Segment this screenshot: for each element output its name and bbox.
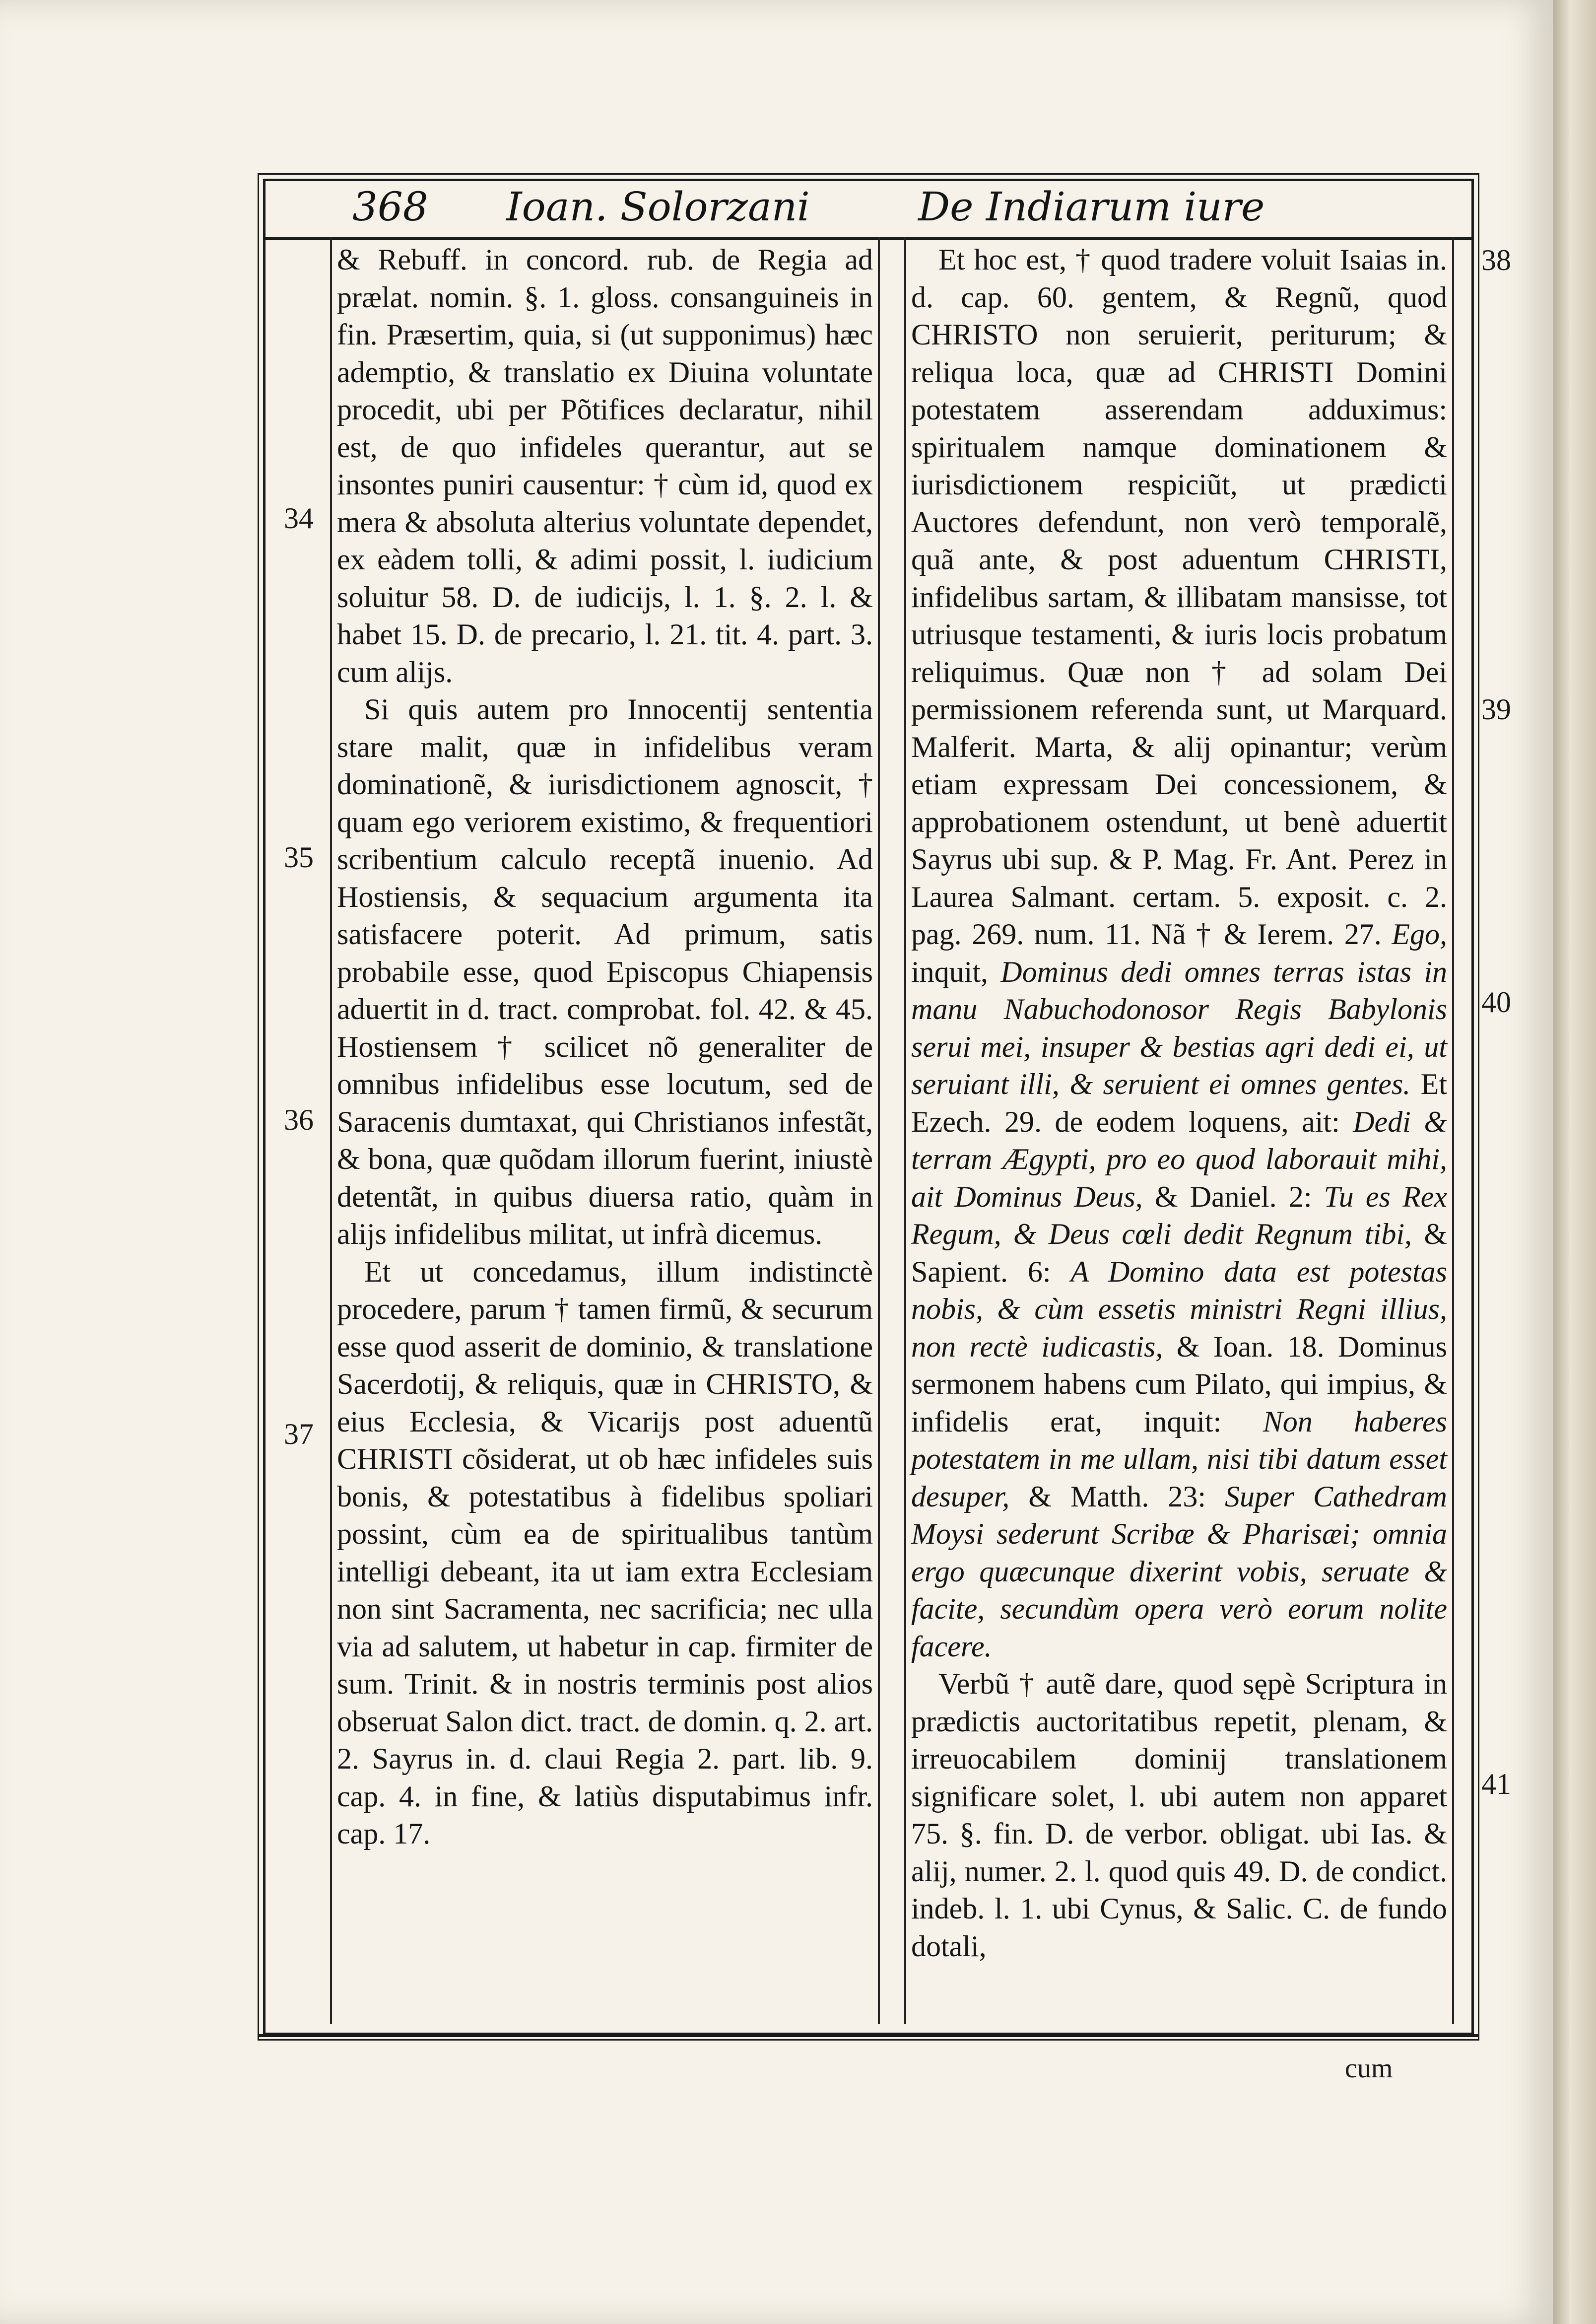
page-number: 368	[352, 184, 428, 230]
margin-number-35: 35	[284, 841, 314, 874]
paragraph: & Rebuff. in concord. rub. de Regia ad prælat. nomin. §. 1. gloss. consanguineis in fin. Præsertim, quia, si (ut supponimus) hæc ademptio, & translatio ex Diuina voluntate procedit, ubi per Põtifices declaratur, nihil est, de quo infideles querantur, aut se insontes puniri causentur: † cùm id, quod ex mera & absoluta alterius voluntate dependet, ex eàdem tolli, & adimi possit, l. iudicium soluitur 58. D. de iudicijs, l. 1. §. 2. l. & habet 15. D. de precario, l. 21. tit. 4. part. 3. cum alijs.	[337, 243, 873, 688]
running-header	[268, 184, 1469, 238]
paragraph: Et hoc est, † quod tradere voluit Isaias in. d. cap. 60. gentem, & Regnũ, quod CHRISTO non seruierit, periturum; & reliqua loca, quæ ad CHRISTI Domini potestatem asserendam adduximus: spiritualem namque dominationem & iurisdictionem respiciũt, ut prædicti Auctores defendunt, non verò temporalẽ, quã ante, & post aduentum CHRISTI, infidelibus sartam, & illibatam mansisse, tot utriusque testamenti, & iuris locis probatum reliquimus. Quæ non † ad solam Dei permissionem referenda sunt, ut Marquard. Malferit. Marta, & alij opinantur; verùm etiam expressam Dei concessionem, & approbationem ostendunt, ut benè aduertit Sayrus ubi sup. & P. Mag. Fr. Ant. Perez in Laurea Salmant. certam. 5. exposit. c. 2. pag. 269. num. 11. Nã † & Ierem. 27. Ego, inquit, Dominus dedi omnes terras istas in manu Nabuchodonosor Regis Babylonis serui mei, insuper & bestias agri dedi ei, ut seruiant illi, & seruient ei omnes gentes. Et Ezech. 29. de eodem loquens, ait: Dedi & terram Ægypti, pro eo quod laborauit mihi, ait Dominus Deus, & Daniel. 2: Tu es Rex Regum, & Deus cœli dedit Regnum tibi, & Sapient. 6: A Domino data est potestas nobis, & cùm essetis ministri Regni illius, non rectè iudicastis, & Ioan. 18. Dominus sermonem habens cum Pilato, qui impius, & infidelis erat, inquit: Non haberes potestatem in me ullam, nisi tibi datum esset desuper, & Matth. 23: Super Cathedram Moysi sederunt Scribæ & Pharisæi; omnia ergo quæcunque dixerint vobis, seruate & facite, secundùm opera verò eorum nolite facere.	[911, 243, 1448, 1663]
paragraph: Si quis autem pro Innocentij sententia stare malit, quæ in infidelibus veram dominationẽ, & iurisdictionem agnoscit, † quam ego veriorem existimo, & frequentiori scribentium calculo receptã inuenio. Ad Hostiensis, & sequacium argumenta ita satisfacere poterit. Ad primum, satis probabile esse, quod Episcopus Chiapensis aduertit in d. tract. comprobat. fol. 42. & 45. Hostiensem † scilicet nõ generaliter de omnibus infidelibus esse locutum, sed de Saracenis dumtaxat, qui Christianos infestãt, & bona, quæ quõdam illorum fuerint, iniustè detentãt, in quibus diuersa ratio, quàm in alijs infidelibus militat, ut infrà dicemus.	[337, 693, 873, 1250]
margin-number-39: 39	[1481, 693, 1511, 726]
margin-number-36: 36	[284, 1103, 314, 1136]
running-author: Ioan. Solorzani	[506, 184, 810, 230]
paragraph: Et ut concedamus, illum indistinctè procedere, parum † tamen firmũ, & securum esse quod asserit de dominio, & translatione Sacerdotij, & reliquis, quæ in CHRISTO, & eius Ecclesia, & Vicarijs post aduentũ CHRISTI cõsiderat, ut ob hæc infideles suis bonis, & potestatibus à fidelibus spoliari possint, cùm ea de spiritualibus tantùm intelligi debeant, ita ut iam extra Ecclesiam non sint Sacramenta, nec sacrificia; nec ulla via ad salutem, ut habetur in cap. firmiter de sum. Trinit. & in nostris terminis post alios obseruat Salon dict. tract. de domin. q. 2. art. 2. Sayrus in. d. claui Regia 2. part. lib. 9. cap. 4. in fine, & latiùs disputabimus infr. cap. 17.	[337, 1255, 873, 1850]
paragraph: Verbũ † autẽ dare, quod sępè Scriptura in prædictis auctoritatibus repetit, plenam, & irreuocabilem dominij translationem significare solet, l. ubi autem non apparet 75. §. fin. D. de verbor. obligat. ubi Ias. & alij, numer. 2. l. quod quis 49. D. de condict. indeb. l. 1. ubi Cynus, & Salic. C. de fundo dotali,	[911, 1667, 1447, 1963]
margin-number-37: 37	[284, 1418, 314, 1450]
margin-number-40: 40	[1481, 986, 1511, 1019]
bottom-rule	[258, 2034, 1479, 2037]
margin-number-41: 41	[1481, 1768, 1511, 1800]
right-column	[904, 237, 1454, 2024]
left-column	[330, 237, 880, 2024]
margin-number-34: 34	[284, 502, 314, 535]
running-title: De Indiarum iure	[918, 184, 1265, 230]
margin-number-38: 38	[1481, 244, 1511, 276]
book-spine	[1553, 0, 1596, 2324]
catchword: cum	[1345, 2053, 1393, 2084]
